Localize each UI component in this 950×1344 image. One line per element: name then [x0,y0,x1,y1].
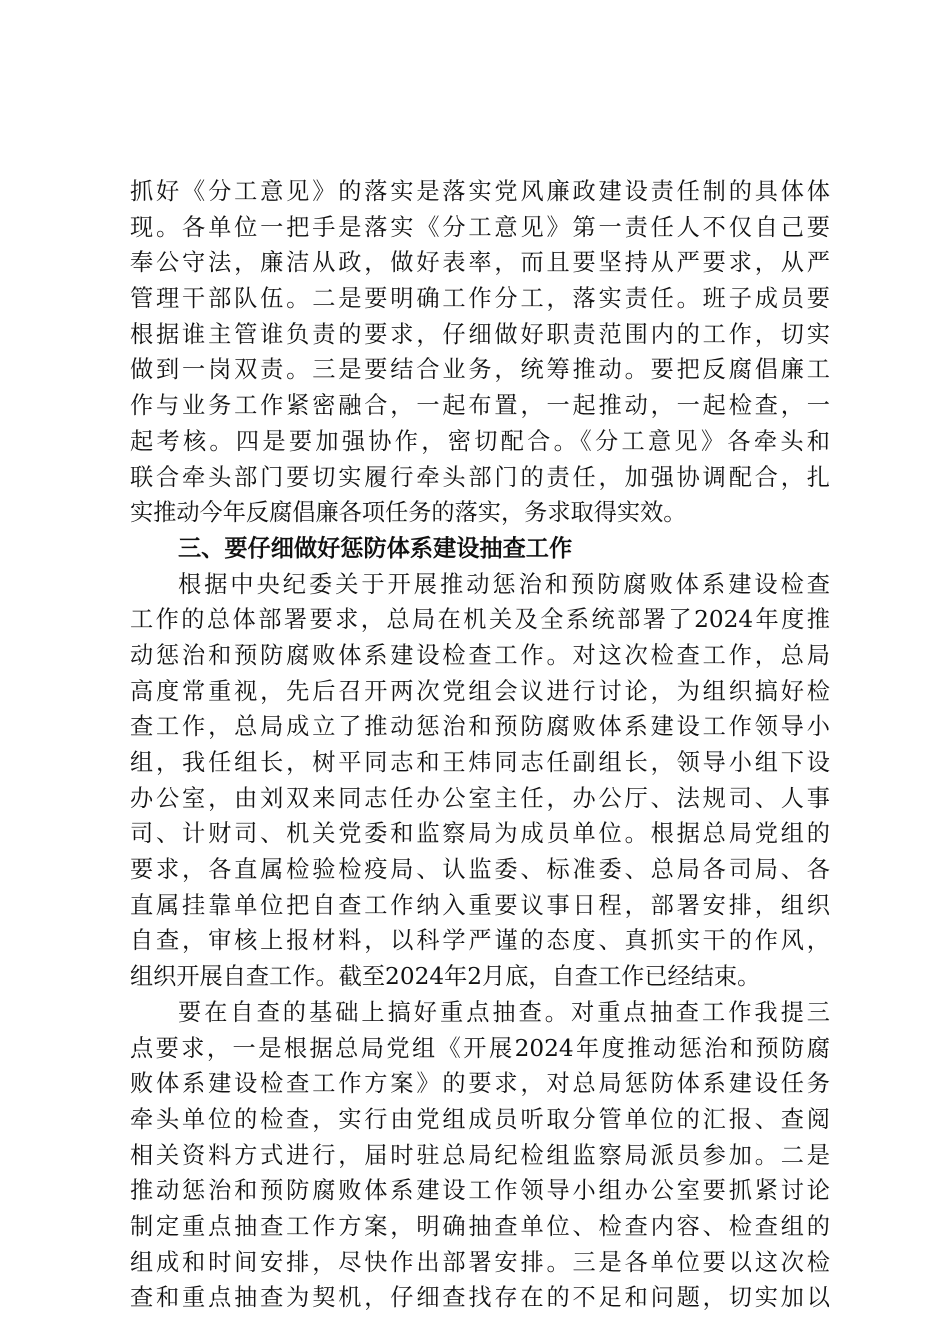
paragraph-3 [130,995,830,1316]
text-line: 组，我任组长，树平同志和王炜同志任副组长，领导小组下设 [130,749,830,776]
paragraph-2 [130,567,830,995]
text-line: 联合牵头部门要切实履行牵头部门的责任，加强协调配合，扎 [130,463,830,491]
text-line: 起考核。四是要加强协作，密切配合。《分工意见》各牵头和 [130,427,830,455]
text-line: 根据中央纪委关于开展推动惩治和预防腐败体系建设检查 [178,570,830,598]
document-body [130,174,830,1316]
text-line: 推动惩治和预防腐败体系建设工作领导小组办公室要抓紧讨论 [130,1177,830,1205]
section-heading: 三、要仔细做好惩防体系建设抽查工作 [178,534,573,562]
text-line: 现。各单位一把手是落实《分工意见》第一责任人不仅自己要 [130,213,830,241]
text-line: 要在自查的基础上搞好重点抽查。对重点抽查工作我提三 [178,998,830,1026]
text-line: 直属挂靠单位把自查工作纳入重要议事日程，部署安排，组织 [130,891,830,919]
text-line: 自查，审核上报材料，以科学严谨的态度、真抓实干的作风， [130,927,830,955]
text-line: 司、计财司、机关党委和监察局为成员单位。根据总局党组的 [130,820,830,848]
text-line: 做到一岗双责。三是要结合业务，统筹推动。要把反腐倡廉工 [130,356,830,384]
text-line: 败体系建设检查工作方案》的要求，对总局惩防体系建设任务 [130,1070,830,1098]
text-line: 办公室，由刘双来同志任办公室主任，办公厅、法规司、人事 [130,784,830,812]
text-line: 抓好《分工意见》的落实是落实党风廉政建设责任制的具体体 [130,178,830,205]
text-line: 根据谁主管谁负责的要求，仔细做好职责范围内的工作，切实 [130,320,830,348]
text-line: 相关资料方式进行，届时驻总局纪检组监察局派员参加。二是 [130,1141,830,1169]
text-line: 查工作，总局成立了推动惩治和预防腐败体系建设工作领导小 [130,713,830,741]
text-line: 组成和时间安排，尽快作出部署安排。三是各单位要以这次检 [130,1248,830,1276]
text-line: 要求，各直属检验检疫局、认监委、标准委、总局各司局、各 [130,856,830,884]
text-line: 管理干部队伍。二是要明确工作分工，落实责任。班子成员要 [130,285,830,313]
text-line: 组织开展自查工作。截至2024年2月底，自查工作已经结束。 [130,963,761,991]
text-line: 查和重点抽查为契机，仔细查找存在的不足和问题，切实加以 [130,1284,830,1312]
text-line: 动惩治和预防腐败体系建设检查工作。对这次检查工作，总局 [130,641,830,669]
text-line: 高度常重视，先后召开两次党组会议进行讨论，为组织搞好检 [130,677,830,705]
text-line: 牵头单位的检查，实行由党组成员听取分管单位的汇报、查阅 [130,1105,830,1133]
text-line: 实推动今年反腐倡廉各项任务的落实，务求取得实效。 [130,499,687,527]
paragraph-1 [130,174,830,531]
text-line: 点要求，一是根据总局党组《开展2024年度推动惩治和预防腐 [130,1034,830,1062]
text-line: 作与业务工作紧密融合，一起布置，一起推动，一起检查，一 [130,392,830,420]
text-line: 工作的总体部署要求，总局在机关及全系统部署了2024年度推 [130,606,830,634]
text-line: 奉公守法，廉洁从政，做好表率，而且要坚持从严要求，从严 [130,249,830,277]
text-line: 制定重点抽查工作方案，明确抽查单位、检查内容、检查组的 [130,1212,830,1240]
